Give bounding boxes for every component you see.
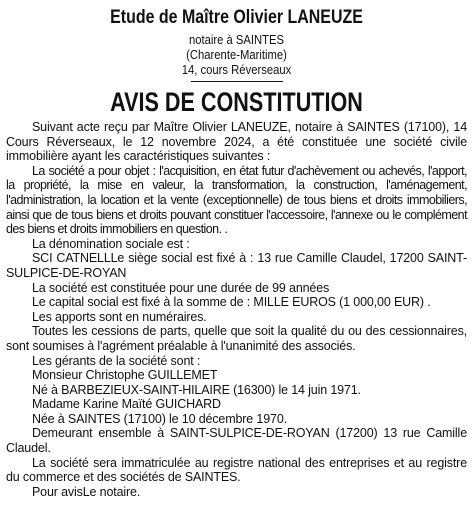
paragraph-capital: Le capital social est fixé à la somme de : MILLE EUROS (1 000,00 EUR) . (32, 295, 431, 310)
header-divider (191, 81, 283, 82)
notice-header (6, 6, 467, 118)
paragraph-duration: La société est constituée pour une durée de 99 années (32, 280, 330, 295)
paragraph-signature: Pour avisLe notaire. (32, 484, 141, 499)
notice-title: AVIS DE CONSTITUTION (110, 87, 363, 117)
notice-body (6, 120, 467, 499)
firm-address-line-2: (Charente-Maritime) (186, 48, 287, 62)
paragraph-manager-1-name: Monsieur Christophe GUILLEMET (32, 368, 218, 383)
paragraph-share-transfers: Toutes les cessions de parts, quelle que soit la qualité du ou des cessionnaires, sont soumises à l'agrément préalable à l'unanimité des associés. (6, 324, 467, 353)
paragraph-deed: Suivant acte reçu par Maître Olivier LANEUZE, notaire à SAINTES (17100), 14 Cours Réverseaux, le 12 novembre 2024, a été constituée une société civile immobilière ayant les caractéristiques suivantes : (6, 120, 467, 164)
firm-address-line-1: notaire à SAINTES (188, 33, 285, 47)
paragraph-contributions: Les apports sont en numéraires. (32, 309, 207, 324)
paragraph-name-and-seat: SCI CATNELLLe siège social est fixé à : 13 rue Camille Claudel, 17200 SAINT-SULPICE-DE-ROYAN (6, 251, 467, 280)
paragraph-managers-heading: Les gérants de la société sont : (32, 353, 201, 368)
firm-name: Etude de Maître Olivier LANEUZE (110, 7, 363, 28)
paragraph-registration: La société sera immatriculée au registre national des entreprises et au registre du commerce et des sociétés de SAINTES. (6, 455, 467, 485)
paragraph-manager-2-birth: Née à SAINTES (17100) le 10 décembre 1970. (32, 411, 287, 426)
paragraph-residence: Demeurant ensemble à SAINT-SULPICE-DE-ROYAN (17200) 13 rue Camille Claudel. (6, 426, 467, 456)
firm-address-line-3: 14, cours Réverseaux (181, 63, 292, 77)
paragraph-purpose: La société a pour objet : l'acquisition, en état futur d'achèvement ou achevés, l'apport, la propriété, la mise en valeur, la transformation, la construction, l'aménagement, l'administration, la location et la vente (exceptionnelle) de tous biens et droits immobiliers, ainsi que de tous biens et droits pouvant constituer l'accessoire, l'annexe ou le complément des biens et droits immobiliers en question. . (6, 163, 467, 237)
paragraph-manager-2-name: Madame Karine Maïté GUICHARD (32, 397, 221, 412)
paragraph-name-heading: La dénomination sociale est : (32, 236, 190, 251)
paragraph-manager-1-birth: Né à BARBEZIEUX-SAINT-HILAIRE (16300) le 14 juin 1971. (32, 382, 361, 397)
